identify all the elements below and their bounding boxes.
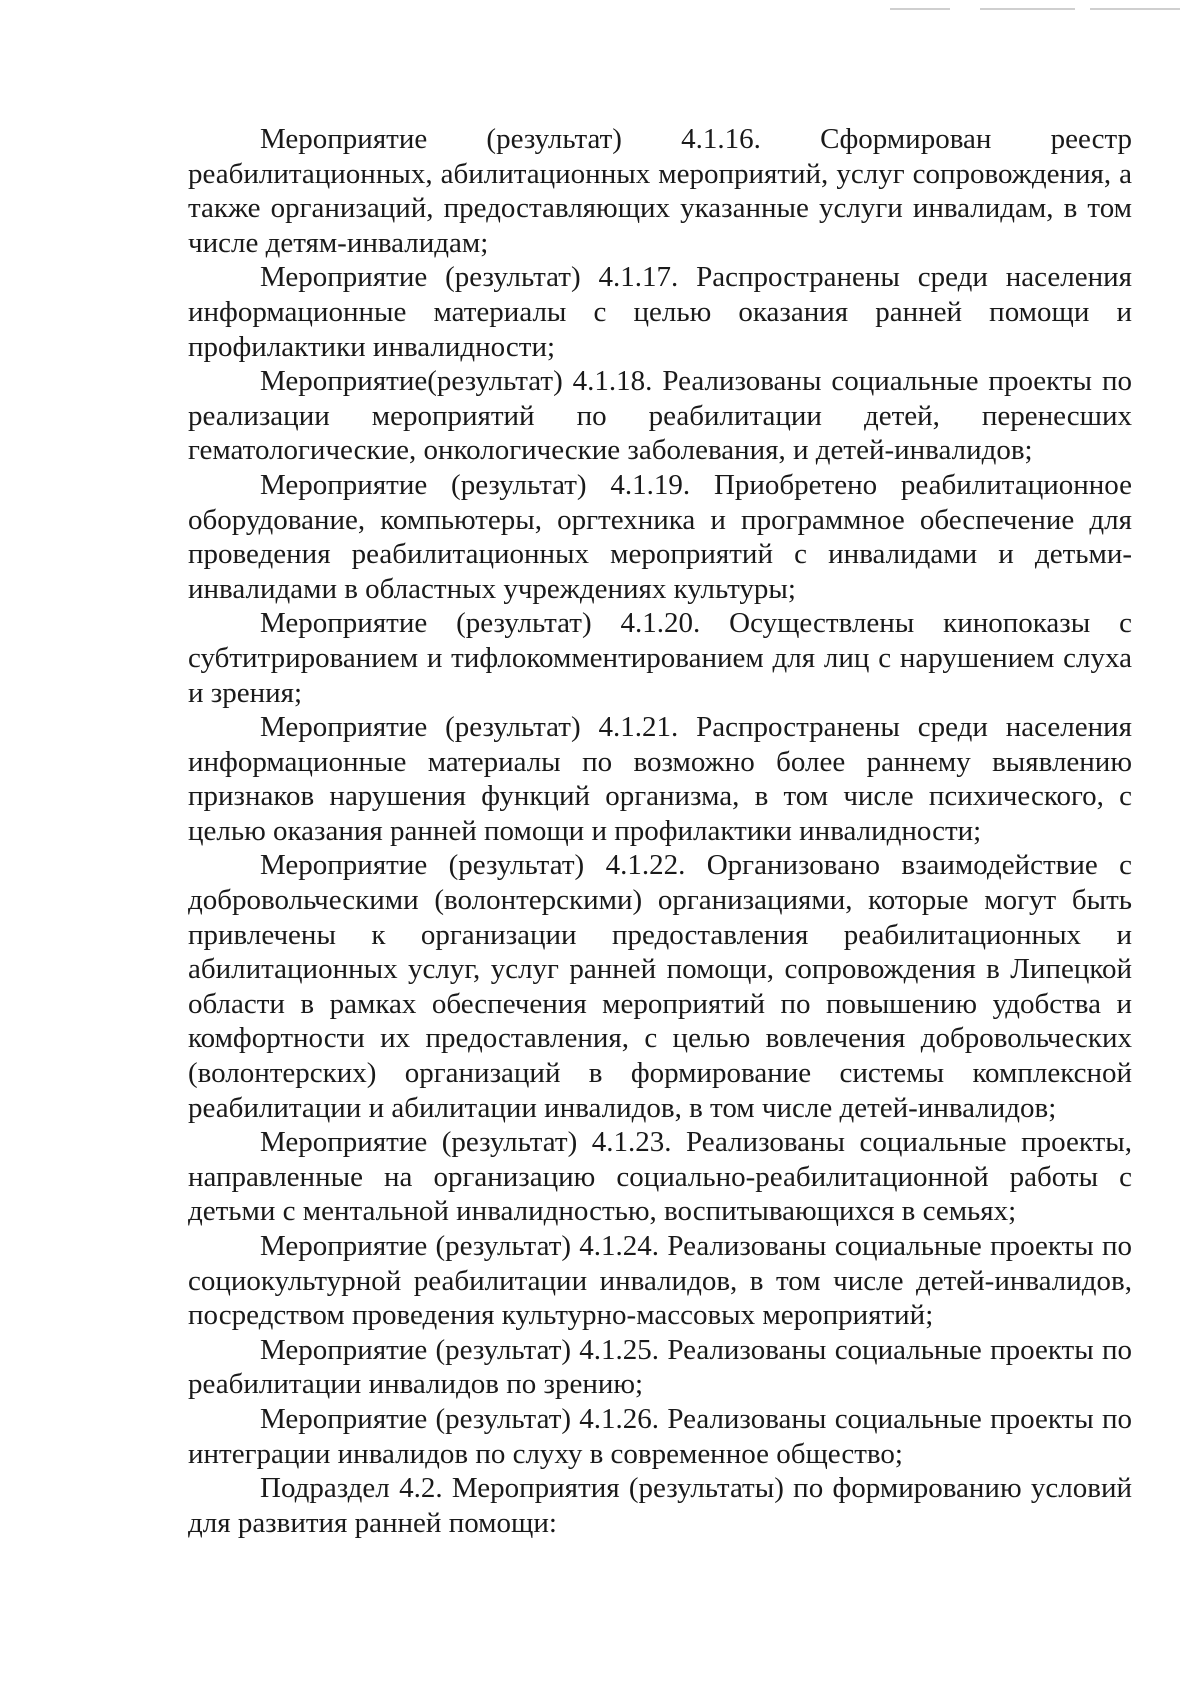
document-body xyxy=(188,122,1132,1540)
paragraph-measure-4-1-26: Мероприятие (результат) 4.1.26. Реализованы социальные проекты по интеграции инвалидов по слуху в современное общество; xyxy=(188,1402,1132,1470)
paragraph-measure-4-1-16: Мероприятие (результат) 4.1.16. Сформирован реестр реабилитационных, абилитационных мероприятий, услуг сопровождения, а также организаций, предоставляющих указанные услуги инвалидам, в том числе детям-инвалидам; xyxy=(188,123,1132,259)
scan-artifact xyxy=(890,8,1190,12)
paragraph-measure-4-1-19: Мероприятие (результат) 4.1.19. Приобретено реабилитационное оборудование, компьютеры, оргтехника и программное обеспечение для проведения реабилитационных мероприятий с инвалидами и детьми-инвалидами в областных учреждениях культуры; xyxy=(188,468,1132,605)
paragraph-measure-4-1-25: Мероприятие (результат) 4.1.25. Реализованы социальные проекты по реабилитации инвалидов по зрению; xyxy=(188,1333,1132,1401)
paragraph-measure-4-1-20: Мероприятие (результат) 4.1.20. Осуществлены кинопоказы с субтитрированием и тифлокомментированием для лиц с нарушением слуха и зрения; xyxy=(188,607,1132,709)
paragraph-measure-4-1-24: Мероприятие (результат) 4.1.24. Реализованы социальные проекты по социокультурной реабилитации инвалидов, в том числе детей-инвалидов, посредством проведения культурно-массовых мероприятий; xyxy=(188,1230,1132,1332)
paragraph-measure-4-1-18: Мероприятие(результат) 4.1.18. Реализованы социальные проекты по реализации мероприятий по реабилитации детей, перенесших гематологические, онкологические заболевания, и детей-инвалидов; xyxy=(188,365,1132,467)
paragraph-measure-4-1-22: Мероприятие (результат) 4.1.22. Организовано взаимодействие с добровольческими (волонтерскими) организациями, которые могут быть привлечены к организации предоставления реабилитационных и абилитационных услуг, услуг ранней помощи, сопровождения в Липецкой области в рамках обеспечения мероприятий по повышению удобства и комфортности их предоставления, с целью вовлечения добровольческих (волонтерских) организаций в формирование системы комплексной реабилитации и абилитации инвалидов, в том числе детей-инвалидов; xyxy=(188,849,1132,1124)
paragraph-measure-4-1-23: Мероприятие (результат) 4.1.23. Реализованы социальные проекты, направленные на организацию социально-реабилитационной работы с детьми с ментальной инвалидностью, воспитывающихся в семьях; xyxy=(188,1126,1132,1228)
paragraph-measure-4-1-21: Мероприятие (результат) 4.1.21. Распространены среди населения информационные материалы по возможно более раннему выявлению признаков нарушения функций организма, в том числе психического, с целью оказания ранней помощи и профилактики инвалидности; xyxy=(188,711,1132,847)
paragraph-measure-4-1-17: Мероприятие (результат) 4.1.17. Распространены среди населения информационные материалы с целью оказания ранней помощи и профилактики инвалидности; xyxy=(188,261,1132,363)
paragraph-subsection-4-2: Подраздел 4.2. Мероприятия (результаты) по формированию условий для развития ранней помощи: xyxy=(188,1472,1132,1539)
